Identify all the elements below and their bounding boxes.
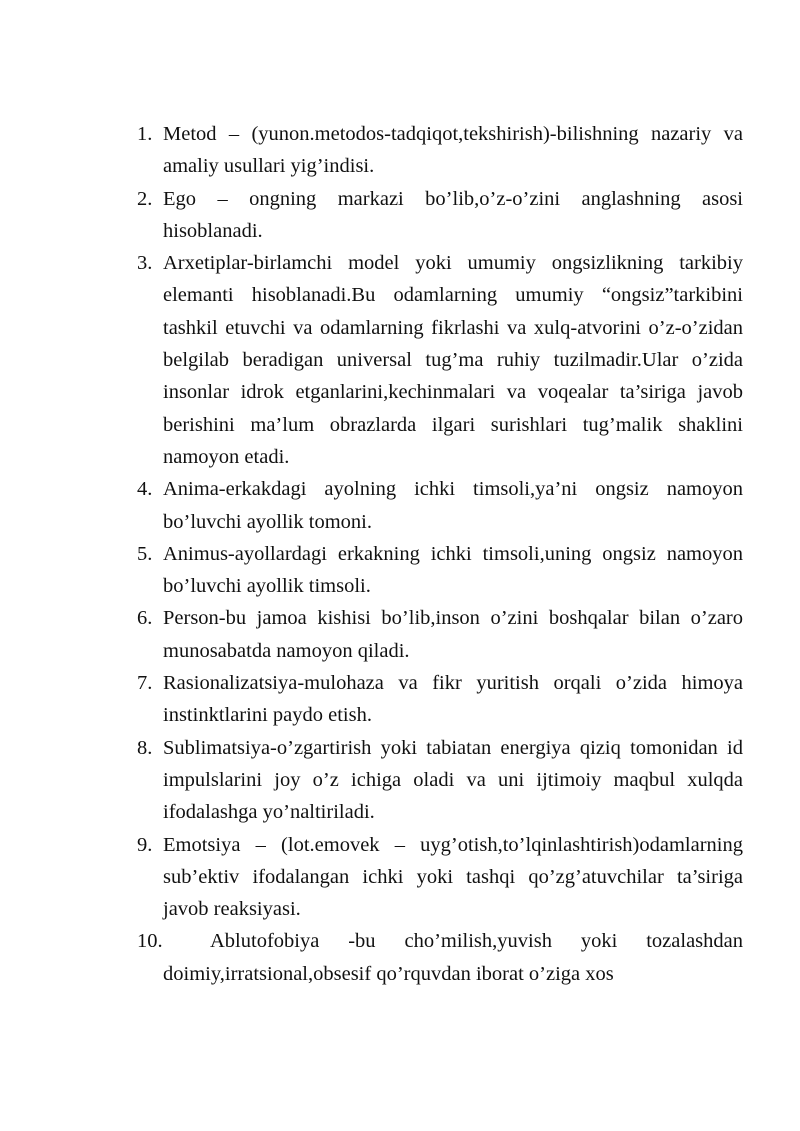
list-item-number: 7. xyxy=(137,672,153,695)
list-item-number: 8. xyxy=(137,736,153,759)
definitions-list xyxy=(137,118,743,990)
list-item-1 xyxy=(137,118,743,183)
list-item-3 xyxy=(137,247,743,473)
list-item-number: 10. xyxy=(137,930,163,953)
list-item-6 xyxy=(137,602,743,667)
list-item-10 xyxy=(137,925,743,990)
list-item-text: Ego – ongning markazi bo’lib,o’z-o’zini anglashning asosi hisoblanadi. xyxy=(163,187,743,242)
list-item-text: Emotsiya – (lot.emovek – uyg’otish,to’lqinlashtirish)odamlarning sub’ektiv ifodalangan ichki yoki tashqi qo’zg’atuvchilar ta’siriga javob reaksiyasi. xyxy=(163,833,743,921)
list-item-text: Arxetiplar-birlamchi model yoki umumiy ongsizlikning tarkibiy elemanti hisoblanadi.Bu odamlarning umumiy “ongsiz”tarkibini tashkil etuvchi va odamlarning fikrlashi va xulq-atvorini o’z-o’zidan belgilab beradigan universal tug’ma ruhiy tuzilmadir.Ular o’zida insonlar idrok etganlarini,kechinmalari va voqealar ta’siriga javob berishini ma’lum obrazlarda ilgari surishlari tug’malik shaklini namoyon etadi. xyxy=(163,252,743,468)
list-item-2 xyxy=(137,183,743,248)
list-item-7 xyxy=(137,667,743,732)
list-item-number: 5. xyxy=(137,542,153,565)
list-item-text: Person-bu jamoa kishisi bo’lib,inson o’zini boshqalar bilan o’zaro munosabatda namoyon qiladi. xyxy=(163,607,743,662)
list-item-number: 1. xyxy=(137,123,153,145)
list-item-text: Metod – (yunon.metodos-tadqiqot,tekshirish)-bilishning nazariy va amaliy usullari yig’indisi. xyxy=(163,123,743,178)
list-item-number: 6. xyxy=(137,607,153,630)
list-item-9 xyxy=(137,829,743,926)
list-item-4 xyxy=(137,473,743,538)
list-item-text: Rasionalizatsiya-mulohaza va fikr yuritish orqali o’zida himoya instinktlarini paydo etish. xyxy=(163,672,743,727)
list-item-number: 4. xyxy=(137,478,153,501)
list-item-number: 2. xyxy=(137,187,153,210)
list-item-text: Ablutofobiya -bu cho’milish,yuvish yoki tozalashdan doimiy,irratsional,obsesif qo’rquvdan iborat o’ziga xos xyxy=(163,930,743,985)
list-item-text: Animus-ayollardagi erkakning ichki timsoli,uning ongsiz namoyon bo’luvchi ayollik timsoli. xyxy=(163,542,743,598)
list-item-text: Anima-erkakdagi ayolning ichki timsoli,ya’ni ongsiz namoyon bo’luvchi ayollik tomoni. xyxy=(163,478,743,533)
list-item-5 xyxy=(137,538,743,603)
list-item-number: 3. xyxy=(137,252,153,275)
list-item-text: Sublimatsiya-o’zgartirish yoki tabiatan energiya qiziq tomonidan id impulslarini joy o’z ichiga oladi va uni ijtimoiy maqbul xulqda ifodalashga yo’naltiriladi. xyxy=(163,736,743,824)
list-item-8 xyxy=(137,732,743,829)
list-item-number: 9. xyxy=(137,833,153,856)
